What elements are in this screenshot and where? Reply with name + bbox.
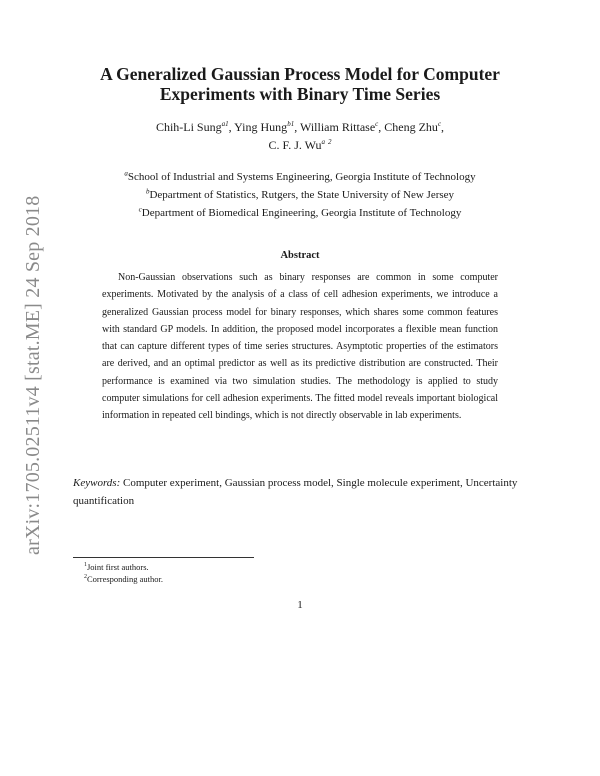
affiliation-text: School of Industrial and Systems Engineering, Georgia Institute of Technology: [127, 171, 476, 183]
author-affil-mark: a: [221, 120, 226, 128]
paper-title: [60, 64, 540, 104]
affiliation-item: [60, 168, 540, 186]
title-line-1: A Generalized Gaussian Process Model for Computer: [100, 64, 500, 84]
footnote-item: [84, 573, 484, 585]
keywords-text: Computer experiment, Gaussian process model, Single molecule experiment, Uncertainty quantification: [73, 477, 518, 507]
affiliation-text: Department of Statistics, Rutgers, the State University of New Jersey: [149, 189, 455, 201]
footnote-text: Corresponding author.: [87, 574, 164, 584]
author-affil-mark: b: [287, 120, 291, 128]
footnote-list: [84, 561, 484, 585]
affiliation-text: Department of Biomedical Engineering, Georgia Institute of Technology: [141, 207, 462, 219]
footnote-item: [84, 561, 484, 573]
affiliation-item: [60, 204, 540, 222]
author-name: William Rittase: [299, 120, 376, 134]
keywords-section: [73, 474, 529, 510]
author-name: Ying Hung: [234, 120, 288, 134]
author-note-mark: 1: [225, 120, 229, 128]
author-affil-mark: c: [375, 120, 379, 128]
affiliation-list: [60, 168, 540, 222]
author-line-1: [70, 118, 530, 136]
author-note-mark: 1: [290, 120, 295, 128]
footnote-mark: 1: [84, 562, 87, 569]
author-separator: ,: [378, 120, 385, 134]
author-name: Chih-Li Sung: [155, 120, 222, 134]
affiliation-mark: c: [138, 205, 142, 214]
author-affil-mark: a: [321, 138, 325, 146]
author-separator: ,: [441, 120, 445, 134]
abstract-text: Non-Gaussian observations such as binary responses are common in some computer experiments. Motivated by the analysis of a class of cell adhesion experiments, we introduce a generalized Gaussian process model for binary responses, which shares some common features with standard GP models. In addition, the proposed model incorporates a flexible mean function that can capture different types of time series structures. Asymptotic properties of the estimators are derived, and an optimal predictor as well as its predictive distribution are constructed. Their performance is examined via two simulation studies. The methodology is applied to study computer simulations for cell adhesion experiments. The fitted model reveals important biological information in repeated cell bindings, which is not directly observable in lab experiments.: [102, 272, 498, 422]
author-separator: ,: [294, 120, 300, 134]
author-list: [70, 118, 530, 154]
title-line-2: Experiments with Binary Time Series: [159, 84, 441, 104]
affiliation-item: [60, 186, 540, 204]
author-affil-mark: c: [437, 120, 442, 128]
footnote-divider: [73, 557, 254, 558]
author-separator: ,: [228, 120, 235, 134]
author-name: Cheng Zhu: [384, 120, 438, 134]
abstract-heading: Abstract: [280, 250, 320, 261]
author-name: C. F. J. Wu: [268, 138, 322, 152]
page-number: 1: [297, 599, 303, 611]
footnote-mark: 2: [84, 574, 87, 581]
author-line-2: [70, 136, 530, 154]
affiliation-mark: b: [145, 187, 150, 196]
keywords-label: Keywords:: [73, 477, 121, 489]
author-note-mark: 2: [328, 138, 332, 146]
affiliation-mark: a: [124, 169, 128, 178]
footnote-text: Joint first authors.: [87, 562, 149, 572]
arxiv-identifier-stamp: arXiv:1705.02511v4 [stat.ME] 24 Sep 2018: [22, 195, 44, 555]
